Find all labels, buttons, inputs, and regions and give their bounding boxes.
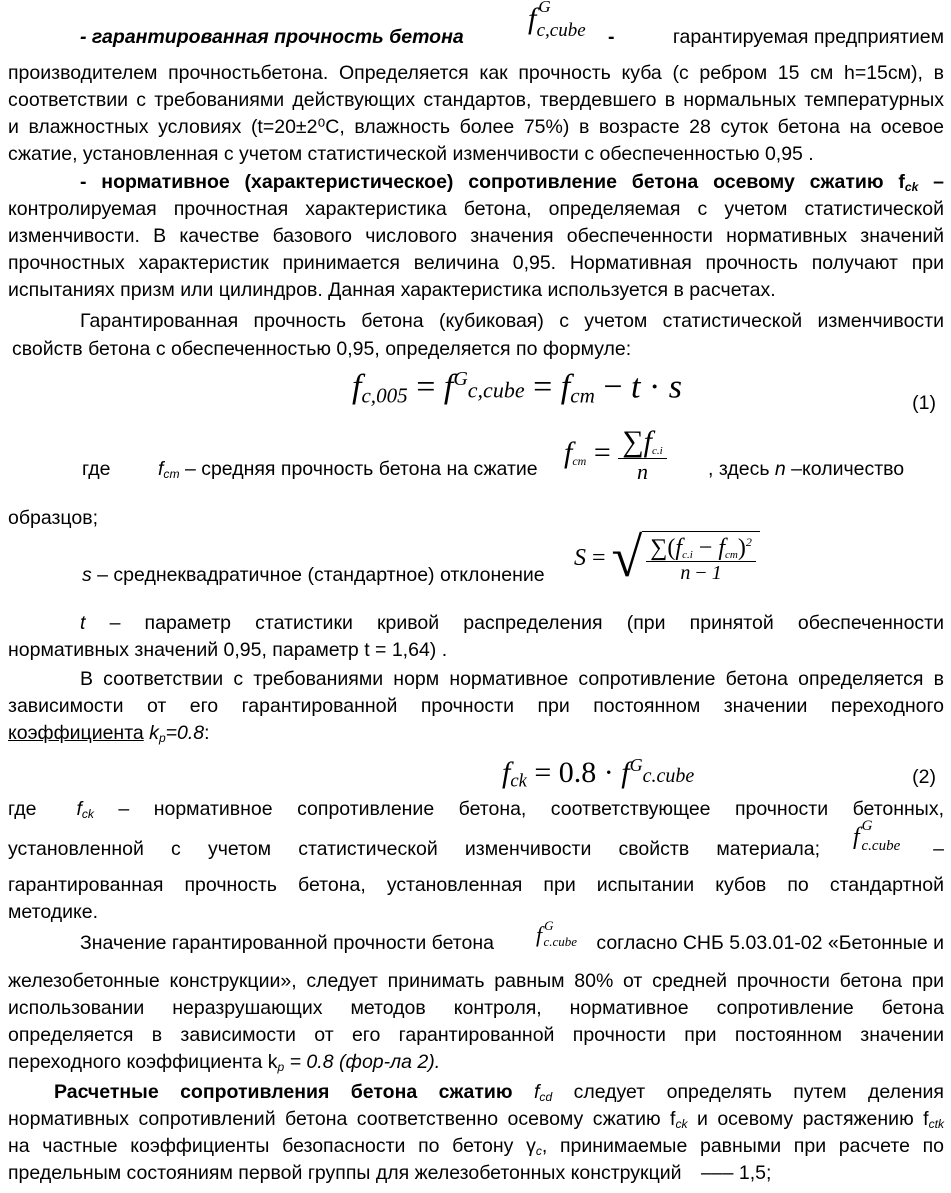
text-line: образцов; xyxy=(8,507,98,529)
equation-2-body: $f_{ck} = 0.8$ · $f^Gc.cube$ xyxy=(502,755,695,792)
text-line: Гарантированная прочность бетона (кубиковая) с учетом статистической изменчивости xyxy=(80,310,944,332)
text-line: где $f_{ck}$ – нормативное сопротивление бетона, соответствующее прочности бетонных, xyxy=(8,798,944,822)
text-line: свойств бетона с обеспеченностью 0,95, определяется по формуле: xyxy=(12,338,632,360)
text-line: определяется в зависимости от его гарантированной прочности при постоянном значении xyxy=(8,1024,944,1046)
text-line: использовании неразрушающих методов контроля, нормативное сопротивление бетона xyxy=(8,997,944,1019)
text-line: коэффициента $k_p=0.8$: xyxy=(8,722,210,746)
text-line: предельным состояниям первой группы для железобетонных конструкций ––– 1,5; xyxy=(8,1162,772,1184)
text-line: методике. xyxy=(8,901,99,923)
text-line: где $f_{cm}$ – средняя прочность бетона на сжатие $f_{cm}$ = $\frac{\sum f_{c.i}}{n}$ , здесь n –количество xyxy=(82,425,905,484)
text-line: и влажностных условиях (t=20±2⁰С, влажность более 75%) в возрасте 28 суток бетона на осевое xyxy=(8,116,944,138)
term-guaranteed-strength: - гарантированная прочность бетона xyxy=(80,26,464,48)
equation-1-body: $f_{c,005}$ = $f^Gc,cube = f_{cm} - t \cdot s$ xyxy=(352,368,683,408)
text-line: зависимости от его гарантированной прочности при постоянном значении переходного xyxy=(8,695,944,717)
text-line: нормативных сопротивлений бетона соответственно осевому сжатию $f_{ck}$ и осевому растяжению $f_{ctk}$ xyxy=(8,1108,944,1132)
equation-1-number: (1) xyxy=(912,392,936,414)
text-line: Расчетные сопротивления бетона сжатию $f_{cd}$ следует определять путем деления xyxy=(54,1081,944,1105)
link-transition-coefficient: коэффициента xyxy=(8,722,144,744)
text-line: производителем прочностьбетона. Определяется как прочность куба (с ребром 15 см h=15см), в xyxy=(8,62,944,84)
text-line: изменчивости. В качестве базового числового значения обеспеченности нормативных значений xyxy=(8,225,944,247)
text-line: соответствии с требованиями действующих стандартов, твердевшего в нормальных температурных xyxy=(8,89,944,111)
text-line: на частные коэффициенты безопасности по бетону $\gamma_c$, принимаемые равными при расчете по xyxy=(8,1135,944,1159)
text-line: сжатие, установленная с учетом статистической изменчивости с обеспеченностью 0,95 . xyxy=(8,143,814,165)
text-line: железобетонные конструкции», следует принимать равным 80% от средней прочности бетона при xyxy=(8,970,944,992)
text-line: гарантированная прочность бетона, установленная при испытании кубов по стандартной xyxy=(8,874,944,896)
text-line: s – среднеквадратичное (стандартное) отклонение S = √ $\frac{\sum(f_{c.i} - f_{cm})^2}{n - 1}$ xyxy=(8,562,944,602)
text-line: t – параметр статистики кривой распределения (при принятой обеспеченности xyxy=(80,612,944,634)
text-line: нормативных значений 0,95, параметр t = 1,64) . xyxy=(8,639,448,661)
equation-1 xyxy=(8,368,944,414)
text-line: прочностных характеристик принимается величина 0,95. Нормативная прочность получают при xyxy=(8,252,944,274)
equation-2-number: (2) xyxy=(912,766,936,788)
text-line: контролируемая прочностная характеристика бетона, определяемая с учетом статистической xyxy=(8,198,944,220)
symbol-fcube: f $^G_{c,cube}$ xyxy=(528,0,586,41)
text-line: В соответствии с требованиями норм нормативное сопротивление бетона определяется в xyxy=(80,668,944,690)
term-normative-resistance: - нормативное (характеристическое) сопротивление бетона осевому сжатию $f_{ck}$ – xyxy=(80,171,944,195)
text-line: испытаниях призм или цилиндров. Данная характеристика используется в расчетах. xyxy=(8,279,776,301)
term-design-resistance: Расчетные сопротивления бетона сжатию xyxy=(54,1081,513,1103)
equation-2 xyxy=(8,755,944,794)
mean-formula: $f_{cm}$ = $\frac{\sum f_{c.i}}{n}$ xyxy=(564,426,667,484)
text-line: переходного коэффициента $k_p = 0.8$ (фор-ла 2). xyxy=(8,1051,441,1075)
stddev-formula: S = √ $\frac{\sum(f_{c.i} - f_{cm})^2}{n - 1}$ xyxy=(574,530,760,586)
